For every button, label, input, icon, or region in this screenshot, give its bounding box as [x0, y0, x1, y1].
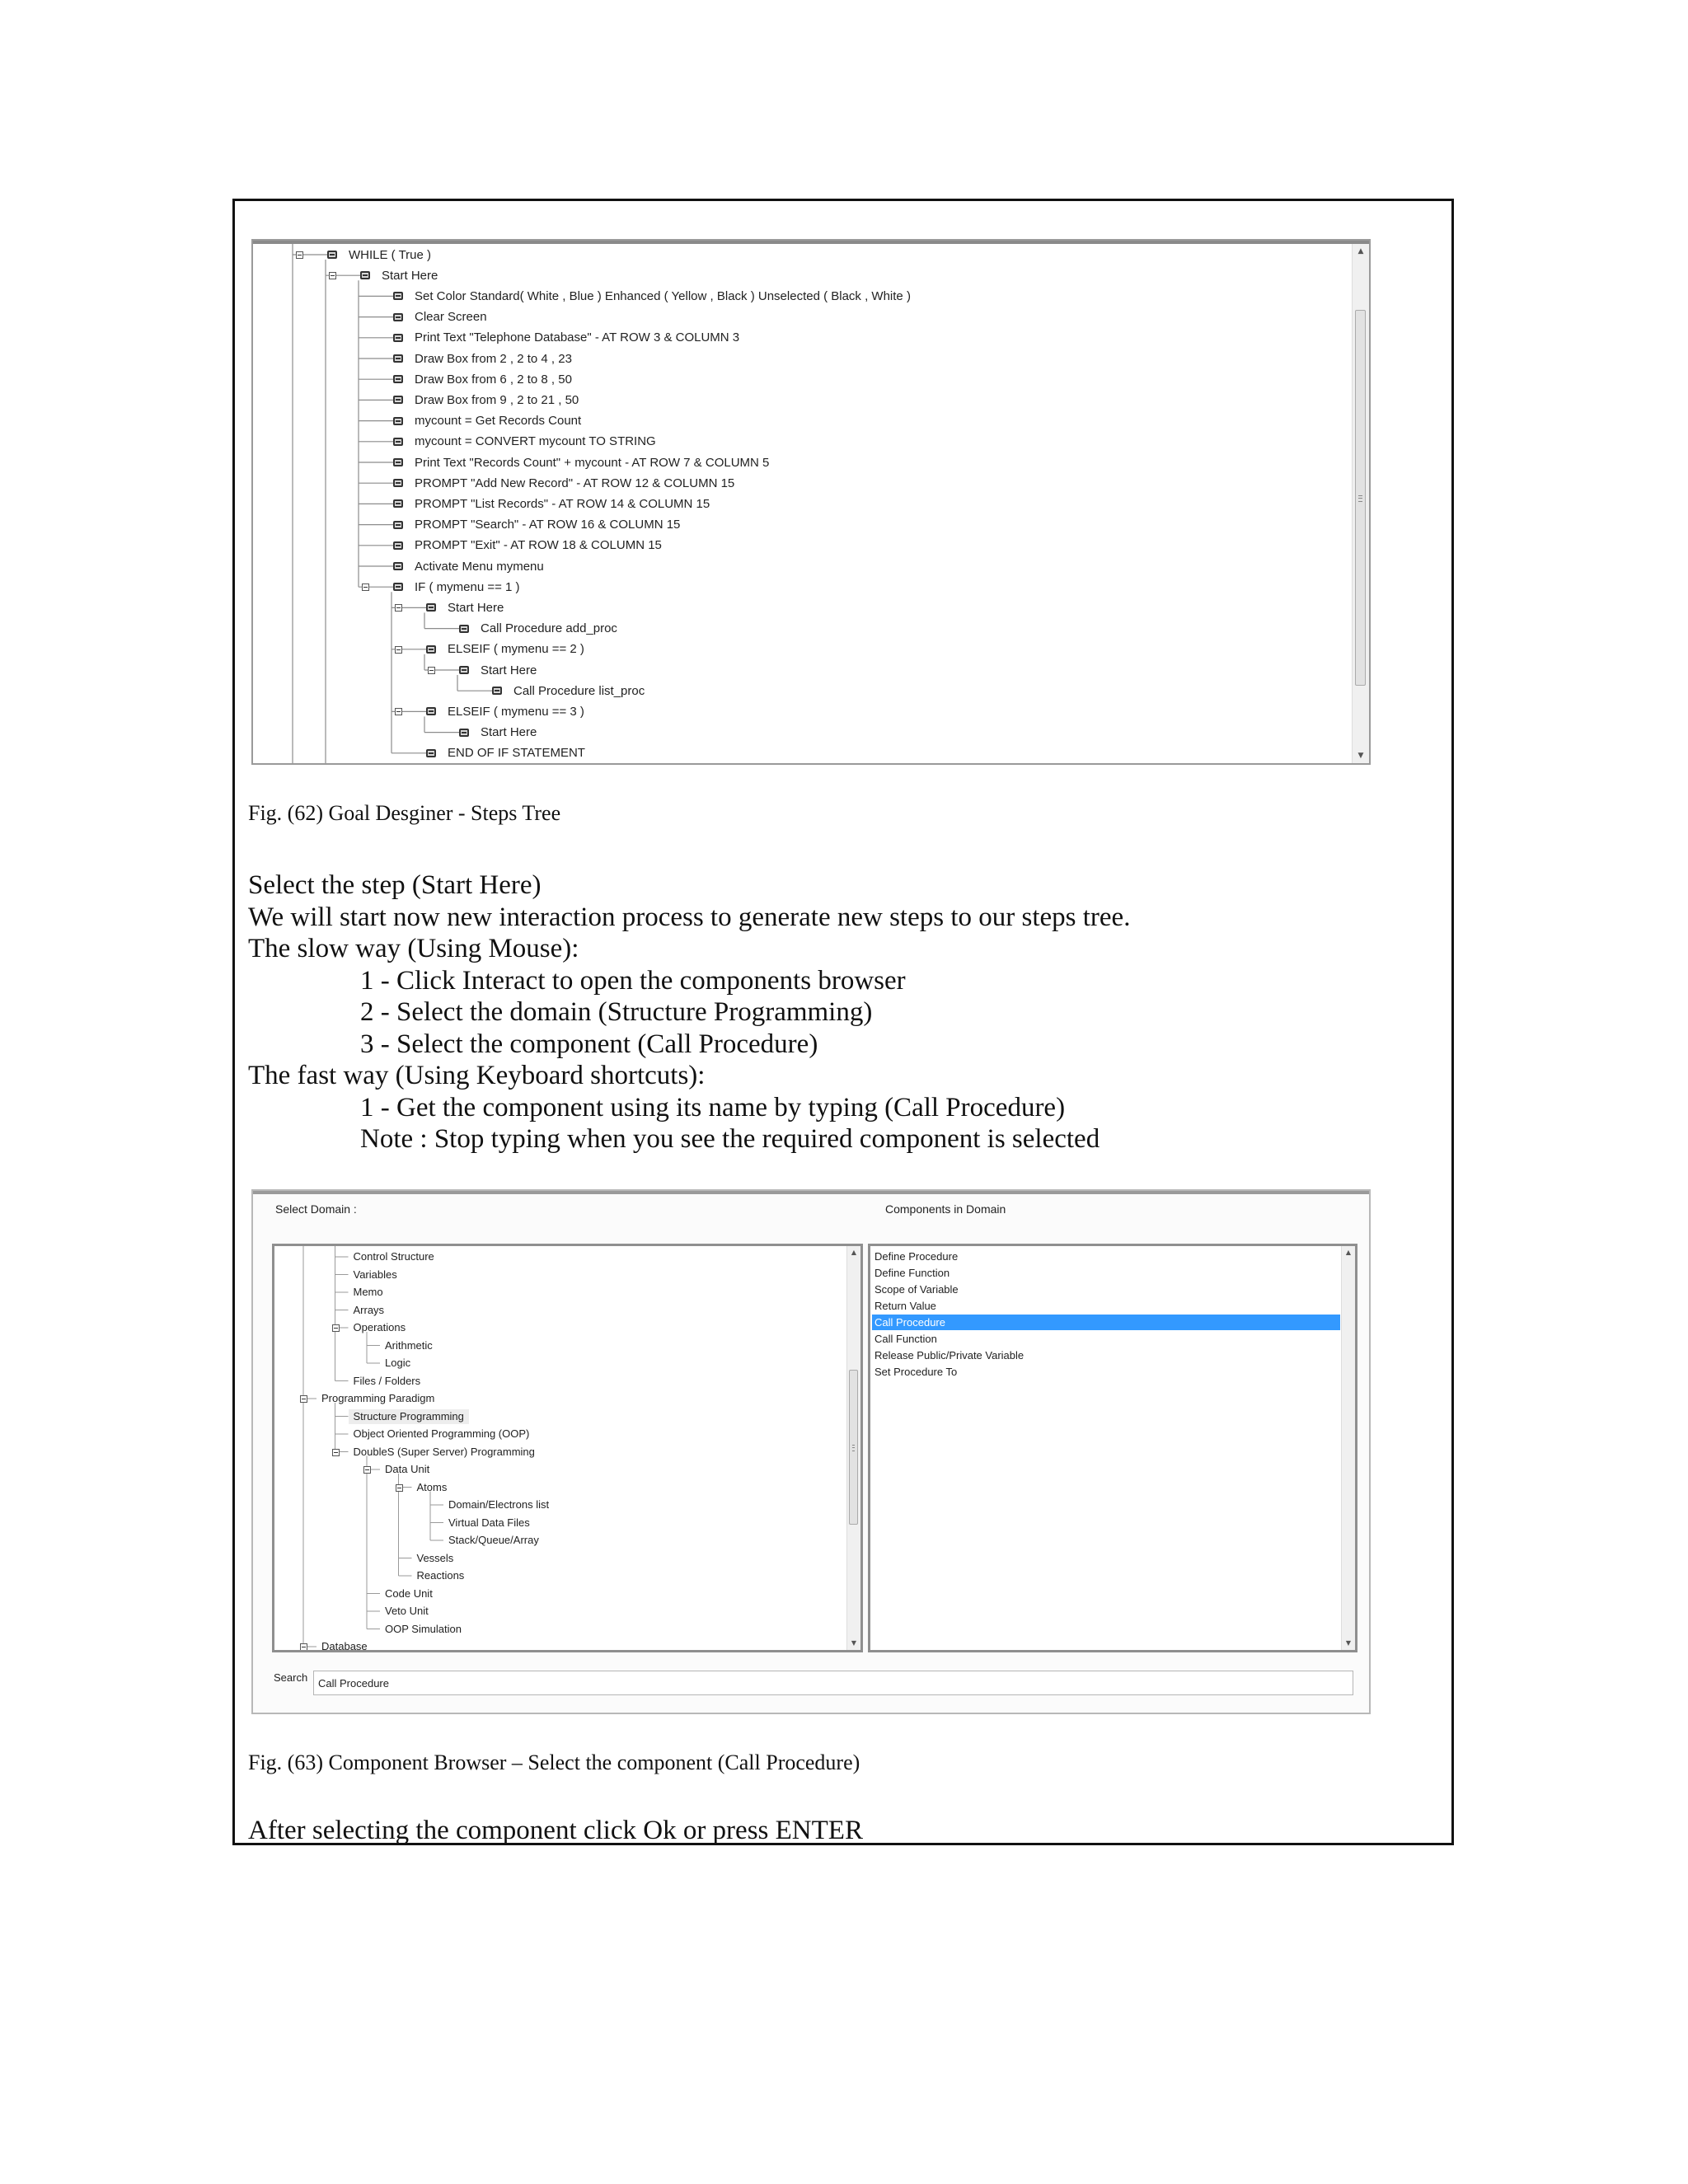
- domain-node[interactable]: Stack/Queue/Array: [448, 1534, 539, 1546]
- step-node[interactable]: [393, 516, 680, 534]
- domain-scrollbar[interactable]: [846, 1246, 860, 1650]
- step-label: Print Text "Records Count" + mycount - AT ROW 7 & COLUMN 5: [415, 455, 770, 470]
- step-node[interactable]: [393, 433, 656, 451]
- step-label: PROMPT "Search" - AT ROW 16 & COLUMN 15: [415, 518, 681, 532]
- step-node[interactable]: [393, 391, 579, 409]
- step-label: WHILE ( True ): [349, 247, 432, 262]
- step-icon: [393, 583, 403, 591]
- step-icon: [459, 729, 469, 737]
- step-icon: [393, 396, 403, 404]
- domain-node[interactable]: Data Unit: [385, 1463, 430, 1475]
- figure-63-caption: Fig. (63) Component Browser – Select the component (Call Procedure): [248, 1750, 860, 1774]
- scroll-grip-icon: [852, 1445, 855, 1451]
- step-node[interactable]: [393, 412, 581, 430]
- domain-node[interactable]: Control Structure: [353, 1250, 434, 1263]
- domain-node[interactable]: Programming Paradigm: [321, 1392, 435, 1404]
- panel-top-border: [253, 1191, 1369, 1194]
- collapse-toggle-icon[interactable]: [395, 646, 402, 654]
- domain-node[interactable]: Object Oriented Programming (OOP): [353, 1427, 530, 1440]
- step-node[interactable]: [393, 474, 734, 492]
- step-node[interactable]: [459, 620, 617, 638]
- collapse-toggle-icon[interactable]: [362, 583, 369, 591]
- select-domain-label: Select Domain :: [275, 1202, 357, 1216]
- step-icon: [459, 625, 469, 633]
- components-scrollbar[interactable]: [1341, 1246, 1355, 1650]
- step-node[interactable]: [426, 640, 584, 658]
- component-item[interactable]: Call Function: [874, 1333, 937, 1345]
- instruction-line: The slow way (Using Mouse):: [248, 934, 579, 963]
- step-icon: [459, 666, 469, 674]
- step-label: PROMPT "Exit" - AT ROW 18 & COLUMN 15: [415, 538, 662, 553]
- components-in-domain-label: Components in Domain: [885, 1202, 1006, 1216]
- step-node[interactable]: [393, 349, 572, 368]
- domain-node[interactable]: Reactions: [416, 1569, 465, 1582]
- step-icon: [393, 313, 403, 321]
- domain-node[interactable]: Vessels: [416, 1551, 454, 1564]
- domain-tree[interactable]: [272, 1244, 863, 1652]
- scroll-down-arrow-icon[interactable]: ▼: [851, 1639, 857, 1647]
- instruction-line: 1 - Get the component using its name by typing (Call Procedure): [360, 1093, 1066, 1122]
- domain-node[interactable]: Memo: [353, 1286, 383, 1298]
- collapse-toggle-icon[interactable]: [296, 251, 303, 259]
- tree-scrollbar[interactable]: [1352, 244, 1369, 763]
- collapse-toggle-icon[interactable]: [300, 1395, 307, 1403]
- instruction-line: The fast way (Using Keyboard shortcuts):: [248, 1061, 706, 1090]
- collapse-toggle-icon[interactable]: [300, 1643, 307, 1651]
- step-node[interactable]: [393, 494, 710, 513]
- step-label: Call Procedure add_proc: [481, 621, 617, 636]
- step-icon: [393, 479, 403, 487]
- step-icon: [492, 687, 502, 695]
- instruction-line: 1 - Click Interact to open the components browser: [360, 966, 906, 996]
- step-label: IF ( mymenu == 1 ): [415, 579, 520, 594]
- domain-node[interactable]: Logic: [385, 1357, 411, 1369]
- step-icon: [393, 499, 403, 508]
- step-icon: [393, 438, 403, 446]
- domain-node[interactable]: Arrays: [353, 1303, 385, 1316]
- step-icon: [393, 562, 403, 570]
- components-list[interactable]: [868, 1244, 1357, 1652]
- domain-node[interactable]: DoubleS (Super Server) Programming: [353, 1445, 535, 1458]
- domain-node[interactable]: OOP Simulation: [385, 1622, 462, 1635]
- step-label: ELSEIF ( mymenu == 2 ): [448, 642, 584, 657]
- step-label: Draw Box from 9 , 2 to 21 , 50: [415, 392, 579, 407]
- step-label: Start Here: [382, 268, 438, 283]
- step-label: Print Text "Telephone Database" - AT ROW 3 & COLUMN 3: [415, 330, 740, 345]
- search-input[interactable]: [313, 1671, 1353, 1695]
- component-item[interactable]: Release Public/Private Variable: [874, 1349, 1025, 1361]
- step-node[interactable]: [393, 370, 572, 388]
- collapse-toggle-icon[interactable]: [332, 1324, 340, 1332]
- instruction-line: 2 - Select the domain (Structure Programming): [360, 997, 873, 1027]
- step-node[interactable]: [360, 266, 438, 284]
- step-icon: [393, 417, 403, 425]
- domain-node[interactable]: Virtual Data Files: [448, 1516, 530, 1529]
- step-icon: [393, 334, 403, 342]
- step-icon: [393, 458, 403, 466]
- step-label: Start Here: [481, 663, 537, 677]
- component-browser-panel: [251, 1189, 1371, 1714]
- step-icon: [393, 375, 403, 383]
- component-item-selected[interactable]: Call Procedure: [872, 1315, 1340, 1330]
- step-label: PROMPT "List Records" - AT ROW 14 & COLUMN 15: [415, 496, 710, 511]
- scroll-down-arrow-icon[interactable]: ▼: [1345, 1639, 1352, 1647]
- component-item[interactable]: Return Value: [874, 1300, 936, 1312]
- step-icon: [393, 292, 403, 300]
- domain-node-selected[interactable]: Structure Programming: [349, 1409, 469, 1424]
- figure-62-caption: Fig. (62) Goal Desginer - Steps Tree: [248, 801, 561, 825]
- step-node[interactable]: [459, 661, 537, 679]
- step-node[interactable]: [327, 246, 431, 264]
- step-node[interactable]: [393, 308, 487, 326]
- step-node[interactable]: [393, 287, 911, 305]
- search-label: Search: [274, 1671, 308, 1684]
- domain-node[interactable]: Database: [321, 1640, 368, 1652]
- footer-instruction: After selecting the component click Ok or press ENTER: [248, 1816, 863, 1845]
- collapse-toggle-icon[interactable]: [395, 604, 402, 612]
- step-label: PROMPT "Add New Record" - AT ROW 12 & COLUMN 15: [415, 476, 735, 490]
- collapse-toggle-icon[interactable]: [396, 1484, 403, 1492]
- instruction-line: We will start now new interaction process to generate new steps to our steps tree.: [248, 902, 1131, 932]
- step-label: END OF IF STATEMENT: [448, 746, 585, 761]
- step-label: ELSEIF ( mymenu == 3 ): [448, 704, 584, 719]
- collapse-toggle-icon[interactable]: [428, 667, 435, 674]
- step-label: Draw Box from 6 , 2 to 8 , 50: [415, 372, 572, 387]
- step-node[interactable]: [492, 682, 645, 700]
- steps-tree-panel[interactable]: [251, 239, 1371, 765]
- step-node[interactable]: [393, 453, 769, 471]
- instruction-line: Note : Stop typing when you see the required component is selected: [360, 1124, 1100, 1154]
- component-item[interactable]: Define Procedure: [874, 1250, 959, 1263]
- scroll-down-arrow-icon[interactable]: ▼: [1357, 752, 1364, 760]
- step-label: Start Here: [448, 600, 504, 615]
- component-item[interactable]: Define Function: [874, 1267, 950, 1279]
- step-label: Clear Screen: [415, 310, 487, 325]
- domain-node[interactable]: Atoms: [416, 1480, 448, 1493]
- collapse-toggle-icon[interactable]: [363, 1466, 371, 1474]
- domain-node[interactable]: Variables: [353, 1268, 397, 1281]
- scroll-up-arrow-icon[interactable]: ▲: [1345, 1249, 1352, 1256]
- domain-node[interactable]: Veto Unit: [385, 1605, 429, 1617]
- step-node[interactable]: [426, 702, 584, 720]
- domain-node[interactable]: Code Unit: [385, 1586, 433, 1600]
- step-label: mycount = CONVERT mycount TO STRING: [415, 434, 656, 449]
- step-node[interactable]: [393, 329, 739, 347]
- step-icon: [426, 603, 436, 612]
- instruction-line: Select the step (Start Here): [248, 870, 542, 900]
- step-node[interactable]: [393, 557, 544, 575]
- step-node[interactable]: [426, 744, 585, 762]
- step-label: Draw Box from 2 , 2 to 4 , 23: [415, 351, 572, 366]
- step-icon: [360, 271, 370, 279]
- component-item[interactable]: Set Procedure To: [874, 1366, 958, 1378]
- scroll-up-arrow-icon[interactable]: ▲: [1357, 247, 1364, 255]
- step-icon: [393, 354, 403, 363]
- domain-node[interactable]: Domain/Electrons list: [448, 1498, 550, 1511]
- scroll-thumb[interactable]: [849, 1370, 858, 1525]
- step-icon: [393, 541, 403, 550]
- step-label: Start Here: [481, 725, 537, 740]
- step-node[interactable]: [393, 537, 662, 555]
- collapse-toggle-icon[interactable]: [332, 1449, 340, 1456]
- step-node[interactable]: [393, 578, 520, 596]
- scroll-grip-icon: [1358, 495, 1362, 502]
- step-icon: [426, 707, 436, 715]
- collapse-toggle-icon[interactable]: [395, 708, 402, 715]
- step-label: mycount = Get Records Count: [415, 414, 582, 429]
- step-icon: [393, 521, 403, 529]
- collapse-toggle-icon[interactable]: [329, 272, 336, 279]
- step-icon: [426, 749, 436, 757]
- scroll-up-arrow-icon[interactable]: ▲: [851, 1249, 857, 1256]
- component-item[interactable]: Scope of Variable: [874, 1283, 959, 1296]
- step-node[interactable]: [426, 598, 504, 616]
- step-icon: [327, 251, 337, 259]
- scroll-thumb[interactable]: [1355, 310, 1366, 686]
- step-label: Set Color Standard( White , Blue ) Enhanced ( Yellow , Black ) Unselected ( Black , White ): [415, 288, 911, 303]
- domain-node[interactable]: Files / Folders: [353, 1374, 421, 1387]
- domain-node[interactable]: Arithmetic: [385, 1338, 433, 1352]
- instruction-line: 3 - Select the component (Call Procedure): [360, 1029, 818, 1059]
- step-icon: [426, 645, 436, 654]
- step-label: Call Procedure list_proc: [513, 683, 645, 698]
- domain-node[interactable]: Operations: [353, 1321, 406, 1333]
- step-node[interactable]: [459, 724, 537, 742]
- step-label: Activate Menu mymenu: [415, 559, 544, 574]
